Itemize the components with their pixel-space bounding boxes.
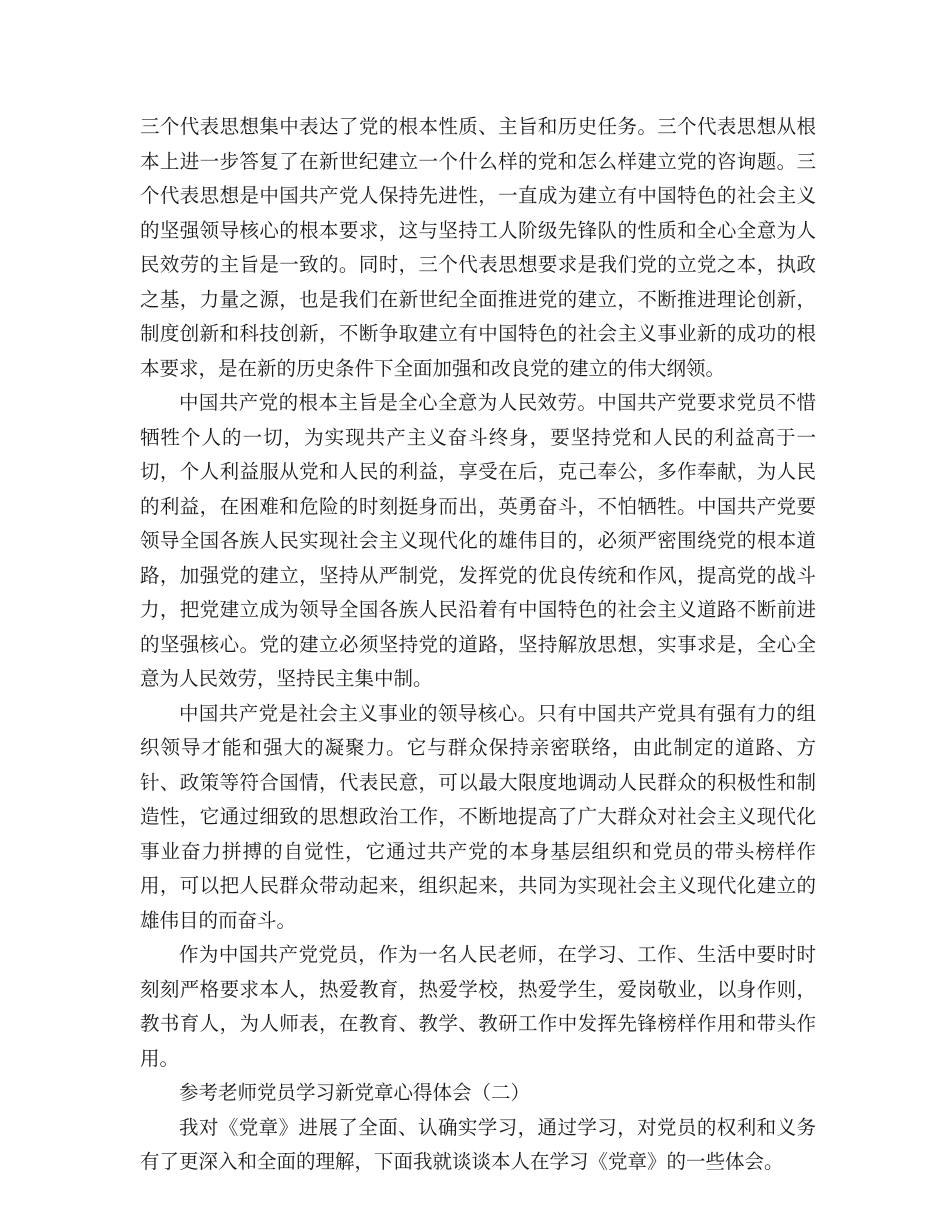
section-heading: 参考老师党员学习新党章心得体会（二） [179, 1081, 531, 1104]
paragraph-4: 作为中国共产党党员，作为一名人民老师，在学习、工作、生活中要时时刻刻严格要求本人，热爱教育，热爱学校，热爱学生，爱岗敬业，以身作则，教书育人，为人师表，在教育、教学、教研工作中发挥先锋榜样作用和带头作用。 [140, 943, 816, 1070]
paragraph-3: 中国共产党是社会主义事业的领导核心。只有中国共产党具有强有力的组织领导才能和强大的凝聚力。它与群众保持亲密联络，由此制定的道路、方针、政策等符合国情，代表民意，可以最大限度地调动人民群众的积极性和制造性，它通过细致的思想政治工作，不断地提高了广大群众对社会主义现代化事业奋力拼搏的自觉性，它通过共产党的本身基层组织和党员的带头榜样作用，可以把人民群众带动起来，组织起来，共同为实现社会主义现代化建立的雄伟目的而奋斗。 [140, 701, 816, 932]
paragraph-1: 三个代表思想集中表达了党的根本性质、主旨和历史任务。三个代表思想从根本上进一步答复了在新世纪建立一个什么样的党和怎么样建立党的咨询题。三个代表思想是中国共产党人保持先进性，一直成为建立有中国特色的社会主义的坚强领导核心的根本要求，这与坚持工人阶级先锋队的性质和全心全意为人民效劳的主旨是一致的。同时，三个代表思想要求是我们党的立党之本，执政之基，力量之源，也是我们在新世纪全面推进党的建立，不断推进理论创新，制度创新和科技创新，不断争取建立有中国特色的社会主义事业新的成功的根本要求，是在新的历史条件下全面加强和改良党的建立的伟大纲领。 [140, 115, 816, 380]
document-body [140, 110, 816, 1180]
closing-paragraph: 我对《党章》进展了全面、认确实学习，通过学习，对党员的权利和义务有了更深入和全面的理解，下面我就谈谈本人在学习《党章》的一些体会。 [140, 1115, 816, 1173]
paragraph-2: 中国共产党的根本主旨是全心全意为人民效劳。中国共产党要求党员不惜牺牲个人的一切，为实现共产主义奋斗终身，要坚持党和人民的利益高于一切，个人利益服从党和人民的利益，享受在后，克己奉公，多作奉献，为人民的利益，在困难和危险的时刻挺身而出，英勇奋斗，不怕牺牲。中国共产党要领导全国各族人民实现社会主义现代化的雄伟目的，必须严密围绕党的根本道路，加强党的建立，坚持从严制党，发挥党的优良传统和作风，提高党的战斗力，把党建立成为领导全国各族人民沿着有中国特色的社会主义道路不断前进的坚强核心。党的建立必须坚持党的道路，坚持解放思想，实事求是，全心全意为人民效劳，坚持民主集中制。 [140, 391, 816, 690]
